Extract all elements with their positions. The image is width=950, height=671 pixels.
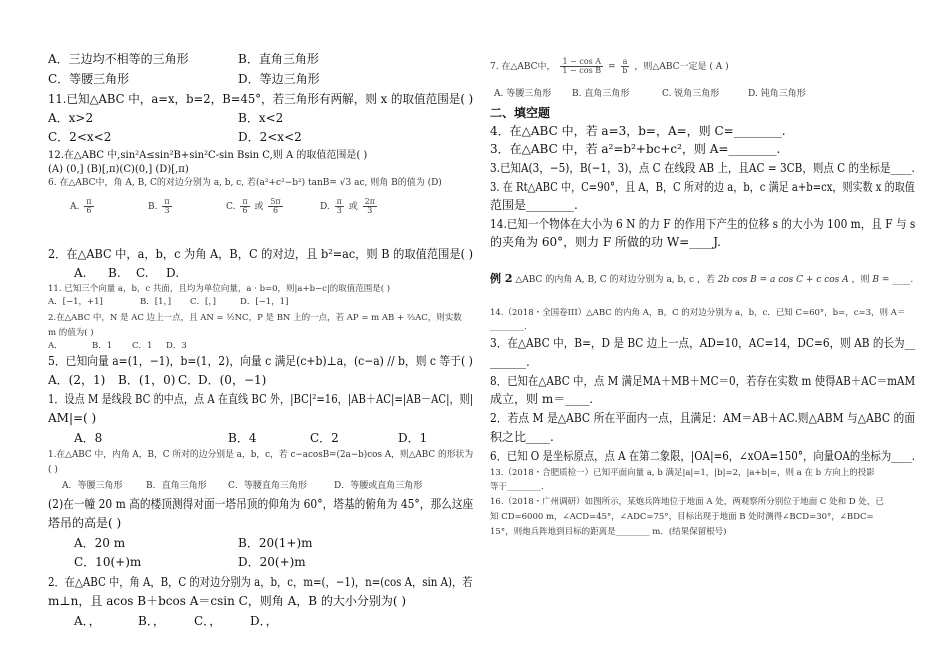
fraction: $\frac{\text{1 − cos A}}{\text{1 − cos B}}$ (562, 57, 602, 75)
option-b: B．， (138, 614, 165, 628)
option-c: C．等腰直角三角形 (228, 481, 307, 491)
fill-q14b-cont: ________. (490, 322, 527, 332)
fraction: $\frac{\pi}{6}$ (242, 197, 248, 215)
q12-options: (A) (0,] (B)[,π)(C)(0,] (D)[,π) (48, 164, 189, 175)
q2d-stem-cont: m⊥n，且 acos B＋bcos A＝csin C，则角 A，B 的大小分别为( ) (48, 594, 407, 608)
fill-q8: 8．已知在△ABC 中，点 M 满足MA＋MB＋MC＝0，若存在实数 m 使得AB＋AC＝mAM (490, 374, 916, 388)
q11b-stem: 11. 已知三个向量 a，b，c 共面，且均为单位向量，a · b=0，则|a+b−c|的取值范围是( ) (48, 284, 391, 294)
fill-q4: 4．在△ABC 中，若 a=3，b=，A=，则 C=________. (490, 124, 786, 138)
option-b: B. $\frac{\pi}{3}$ (148, 197, 170, 215)
fill-q3c: 3. 在 Rt△ABC 中，C=90°，且 A，B，C 所对的边 a，b，c 满足 a+b=cx，则实数 x 的取值 (490, 180, 915, 194)
option-c: C． (178, 373, 200, 387)
fill-q3: 3．在△ABC 中，若 a²=b²+bc+c²，则 A=________. (490, 142, 781, 156)
option-b: B．4 (228, 431, 257, 445)
option-d: D. (166, 266, 180, 280)
option-a: A．三边均不相等的三角形 (48, 52, 189, 66)
option-d: D．2<x<2 (238, 130, 302, 144)
q1b-stem-cont: ( ) (48, 465, 58, 475)
option-c: C. $\frac{\pi}{6}$ 或 $\frac{5\pi}{6}$ (226, 197, 281, 215)
option-a: A．[−1，+1] (48, 297, 103, 307)
fraction: $\frac{2\pi}{3}$ (364, 197, 376, 215)
option-c: C．2 (310, 431, 339, 445)
fill-q16: 16.（2018・广州调研）如图所示，某炮兵阵地位于地面 A 处，两观察所分别位于地面 C 处和 D 处，已 (490, 497, 884, 507)
option-a: A． (48, 341, 63, 351)
q2c-stem: (2)在一幢 20 m 高的楼顶测得对面一塔吊顶的仰角为 60°，塔基的俯角为 45°，那么这座 (48, 497, 474, 511)
option-d: D．1 (398, 431, 428, 445)
option-c: C. 锐角三角形 (662, 89, 720, 99)
q2b-stem-cont: m 的值为( ) (48, 328, 94, 338)
option-d: D．等边三角形 (238, 72, 320, 86)
fill-q13-cont: 等于________. (490, 482, 544, 492)
q11-options-row2 (48, 130, 302, 144)
option-a: A．， (74, 614, 101, 628)
fill-q2-cont: 积之比____. (490, 430, 554, 444)
fill-q16-cont1: 知 CD=6000 m，∠ACD=45°，∠ADC=75°，目标出现于地面 B 处时测得∠BCD=30°，∠BDC= (490, 512, 874, 522)
option-b: B. (108, 266, 121, 280)
section-heading: 二、填空题 (490, 106, 551, 120)
option-a: A. (74, 266, 87, 280)
left-column (48, 0, 473, 671)
option-b: B．(1，0) (118, 373, 176, 387)
q2b-options (48, 341, 187, 351)
fill-q3d: 3．在△ABC 中，B=，D 是 BC 边上一点，AD=10，AC=14，DC=6，则 AB 的长为__ (490, 336, 916, 350)
q11-stem: 11.已知△ABC 中，a=x，b=2，B=45°，若三角形有两解，则 x 的取值范围是( ) (48, 92, 474, 106)
q1-stem: 1．设点 M 是线段 BC 的中点，点 A 在直线 BC 外，|BC|²=16，|AB＋AC|=|AB－AC|，则| (48, 392, 474, 406)
q1-stem-cont: AM|=( ) (48, 411, 97, 425)
fraction: $\frac{\pi}{6}$ (86, 197, 92, 215)
fill-q8-cont: 成立，则 m＝____. (490, 392, 594, 406)
right-column (490, 0, 915, 671)
fill-q13: 13.（2018・合肥质检一）已知平面向量 a, b 满足|a|=1，|b|=2，|a+b|=，则 a 在 b 方向上的投影 (490, 468, 875, 478)
option-a: A．等腰三角形 (62, 481, 123, 491)
option-a: A．x>2 (48, 111, 94, 125)
fill-q6: 6．已知 O 是坐标原点，点 A 在第二象限，|OA|=6，∠xOA=150°，向量OA的坐标为____. (490, 449, 916, 463)
option-d: D. $\frac{\pi}{3}$ 或 $\frac{2\pi}{3}$ (320, 197, 376, 215)
option-b: B．20(1+)m (238, 536, 313, 550)
option-b: B. 直角三角形 (572, 89, 630, 99)
q5-options (48, 373, 267, 387)
fill-q3d-cont: ______. (490, 355, 530, 369)
option-b: B．x<2 (238, 111, 284, 125)
q6-stem: 6. 在△ABC中，角 A, B, C的对边分别为 a, b, c, 若(a²+c²−b²) tanB= √3 ac, 则角 B的值为 (D) (48, 178, 442, 188)
q7-stem: 7. 在△ABC中， $\frac{\text{1 − cos A}}{\text{1 − cos B}}$ = $\frac{a}{b}$ ，则△ABC一定是 ( A ) (490, 57, 729, 75)
q2d-stem: 2．在△ABC 中，角 A，B，C 的对边分别为 a，b，c，m=(，−1)，n=(cos A，sin A)，若 (48, 575, 473, 589)
q10-options-row1 (48, 52, 319, 66)
q11b-options (48, 297, 289, 307)
option-c: C．1 (132, 341, 153, 351)
fill-q3c-cont: 范围是________. (490, 198, 578, 212)
q5-stem: 5．已知向量 a=(1，−1)，b=(1，2)，向量 c 满足(c+b)⊥a，(c−a) // b，则 c 等于( ) (48, 354, 473, 368)
fill-q14b: 14.（2018・全国卷III）△ABC 的内角 A，B，C 的对边分别为 a，b，c．已知 C=60°，b=，c=3，则 A＝ (490, 308, 906, 318)
fraction: $\frac{5\pi}{6}$ (270, 197, 281, 215)
q1b-stem: 1.在△ABC 中，内角 A，B，C 所对的边分别是 a，b，c，若 c−acosB=(2a−b)cos A，则△ABC 的形状为 (48, 450, 474, 460)
fill-q2: 2．若点 M 是△ABC 所在平面内一点，且满足：AM＝AB＋AC.则△ABM 与△ABC 的面 (490, 411, 916, 425)
option-d: D．， (250, 614, 278, 628)
option-d: D. 钝角三角形 (748, 89, 806, 99)
fill-q3b: 3.已知A(3，−5)，B(−1，3)，点 C 在线段 AB 上，且AC = 3CB，则点 C 的坐标是____. (490, 161, 915, 175)
option-d: D．等腰或直角三角形 (334, 481, 423, 491)
fraction: $\frac{\pi}{3}$ (164, 197, 170, 215)
q10-options-row2 (48, 72, 320, 86)
option-b: B．1 (92, 341, 113, 351)
option-a: A．(2，1) (48, 373, 106, 387)
option-c: C．2<x<2 (48, 130, 112, 144)
fraction: $\frac{a}{b}$ (622, 57, 628, 75)
option-c: C．等腰三角形 (48, 72, 130, 86)
option-c: C．[，] (190, 297, 216, 307)
q2b-stem: 2.在△ABC 中，N 是 AC 边上一点，且 AN = ½NC，P 是 BN 上的一点，若 AP = m AB + ⅔AC，则实数 (48, 313, 462, 323)
option-d: D．3 (166, 341, 187, 351)
fill-q14: 14.已知一个物体在大小为 6 N 的力 F 的作用下产生的位移 s 的大小为 100 m，且 F 与 s (490, 217, 916, 231)
fill-q14-cont: 的夹角为 60°，则力 F 所做的功 W=____J. (490, 235, 721, 249)
option-a: A．8 (74, 431, 103, 445)
q2c-stem-cont: 塔吊的高是( ) (48, 516, 122, 530)
option-a: A．20 m (74, 536, 126, 550)
q12-stem: 12.在△ABC 中,sin²A≤sin²B+sin²C-sin Bsin C,则 A 的取值范围是( ) (48, 150, 368, 161)
option-b: B．[1，] (140, 297, 172, 307)
example-2: 例 2 △ABC 的内角 A, B, C 的对边分别为 a, b, c ，若 2b cos B = a cos C + c cos A ，则 B = ____. (490, 272, 914, 285)
fill-q16-cont2: 15°，则炮兵阵地到目标的距离是________ m．(结果保留根号) (490, 527, 727, 537)
q11-options-row1 (48, 111, 284, 125)
option-c: C．， (194, 614, 222, 628)
option-d: D．(0，−1) (198, 373, 267, 387)
option-b: B．直角三角形 (238, 52, 319, 66)
q2-stem: 2．在△ABC 中，a，b，c 为角 A，B，C 的对边，且 b²=ac，则 B 的取值范围是( ) (48, 247, 474, 261)
option-b: B．直角三角形 (146, 481, 207, 491)
option-d: D．20(+)m (238, 555, 306, 569)
option-a: A. $\frac{\pi}{6}$ (70, 197, 92, 215)
fraction: $\frac{\pi}{3}$ (336, 197, 342, 215)
option-a: A. 等腰三角形 (494, 89, 552, 99)
option-c: C. (136, 266, 149, 280)
option-c: C．10(+)m (74, 555, 142, 569)
option-d: D．[−1，1] (240, 297, 289, 307)
